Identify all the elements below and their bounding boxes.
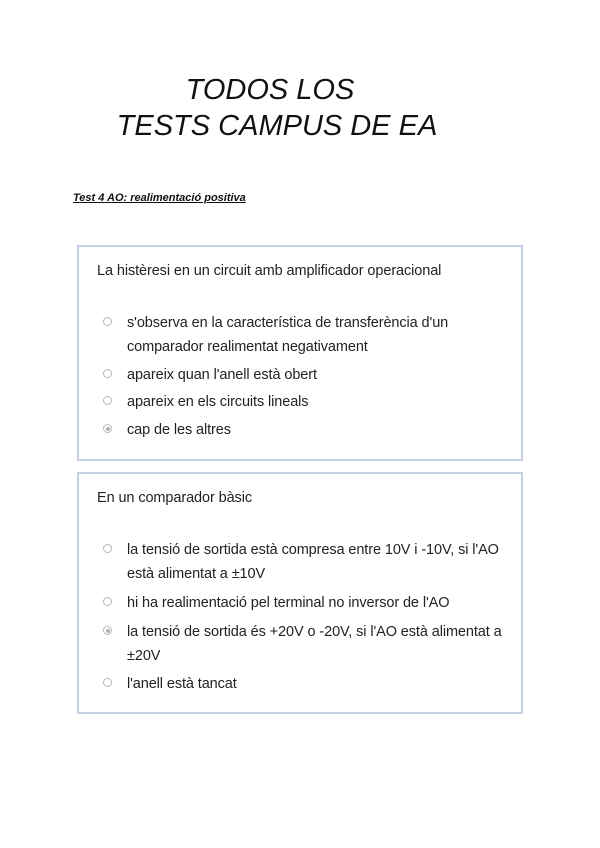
radio-button-icon[interactable] xyxy=(103,544,112,553)
question-card-1 xyxy=(77,245,523,461)
option-label: la tensió de sortida està compresa entre 10V i -10V, si l'AO està alimentat a ±10V xyxy=(127,542,499,582)
option-label: l'anell està tancat xyxy=(127,676,237,692)
option-label: hi ha realimentació pel terminal no inversor de l'AO xyxy=(127,595,450,611)
q1-option-3[interactable] xyxy=(103,390,503,414)
title-line-1: TODOS LOS xyxy=(185,74,355,106)
q2-option-4[interactable] xyxy=(103,672,503,696)
question-prompt-1: La histèresi en un circuit amb amplificador operacional xyxy=(97,263,442,279)
radio-button-selected-icon[interactable] xyxy=(103,424,112,433)
option-label: s'observa en la característica de transferència d'un comparador realimentat negativament xyxy=(127,315,449,355)
radio-button-icon[interactable] xyxy=(103,678,112,687)
radio-button-icon[interactable] xyxy=(103,317,112,326)
option-label: cap de les altres xyxy=(127,422,231,438)
option-label: apareix en els circuits lineals xyxy=(127,394,309,410)
radio-button-selected-icon[interactable] xyxy=(103,626,112,635)
document-title xyxy=(0,72,600,144)
option-label: apareix quan l'anell està obert xyxy=(127,367,317,383)
question-prompt-2: En un comparador bàsic xyxy=(97,490,252,506)
q1-option-2[interactable] xyxy=(103,363,503,387)
q2-option-2[interactable] xyxy=(103,591,503,615)
question-card-2 xyxy=(77,472,523,714)
radio-button-icon[interactable] xyxy=(103,369,112,378)
q2-option-1[interactable] xyxy=(103,538,503,586)
test-subtitle: Test 4 AO: realimentació positiva xyxy=(73,192,246,204)
q2-option-3[interactable] xyxy=(103,620,503,668)
radio-button-icon[interactable] xyxy=(103,396,112,405)
option-label: la tensió de sortida és +20V o -20V, si l'AO està alimentat a ±20V xyxy=(127,624,502,664)
title-line-2: TESTS CAMPUS DE EA xyxy=(116,110,438,142)
q1-option-1[interactable] xyxy=(103,311,503,359)
radio-button-icon[interactable] xyxy=(103,597,112,606)
q1-option-4[interactable] xyxy=(103,418,503,442)
